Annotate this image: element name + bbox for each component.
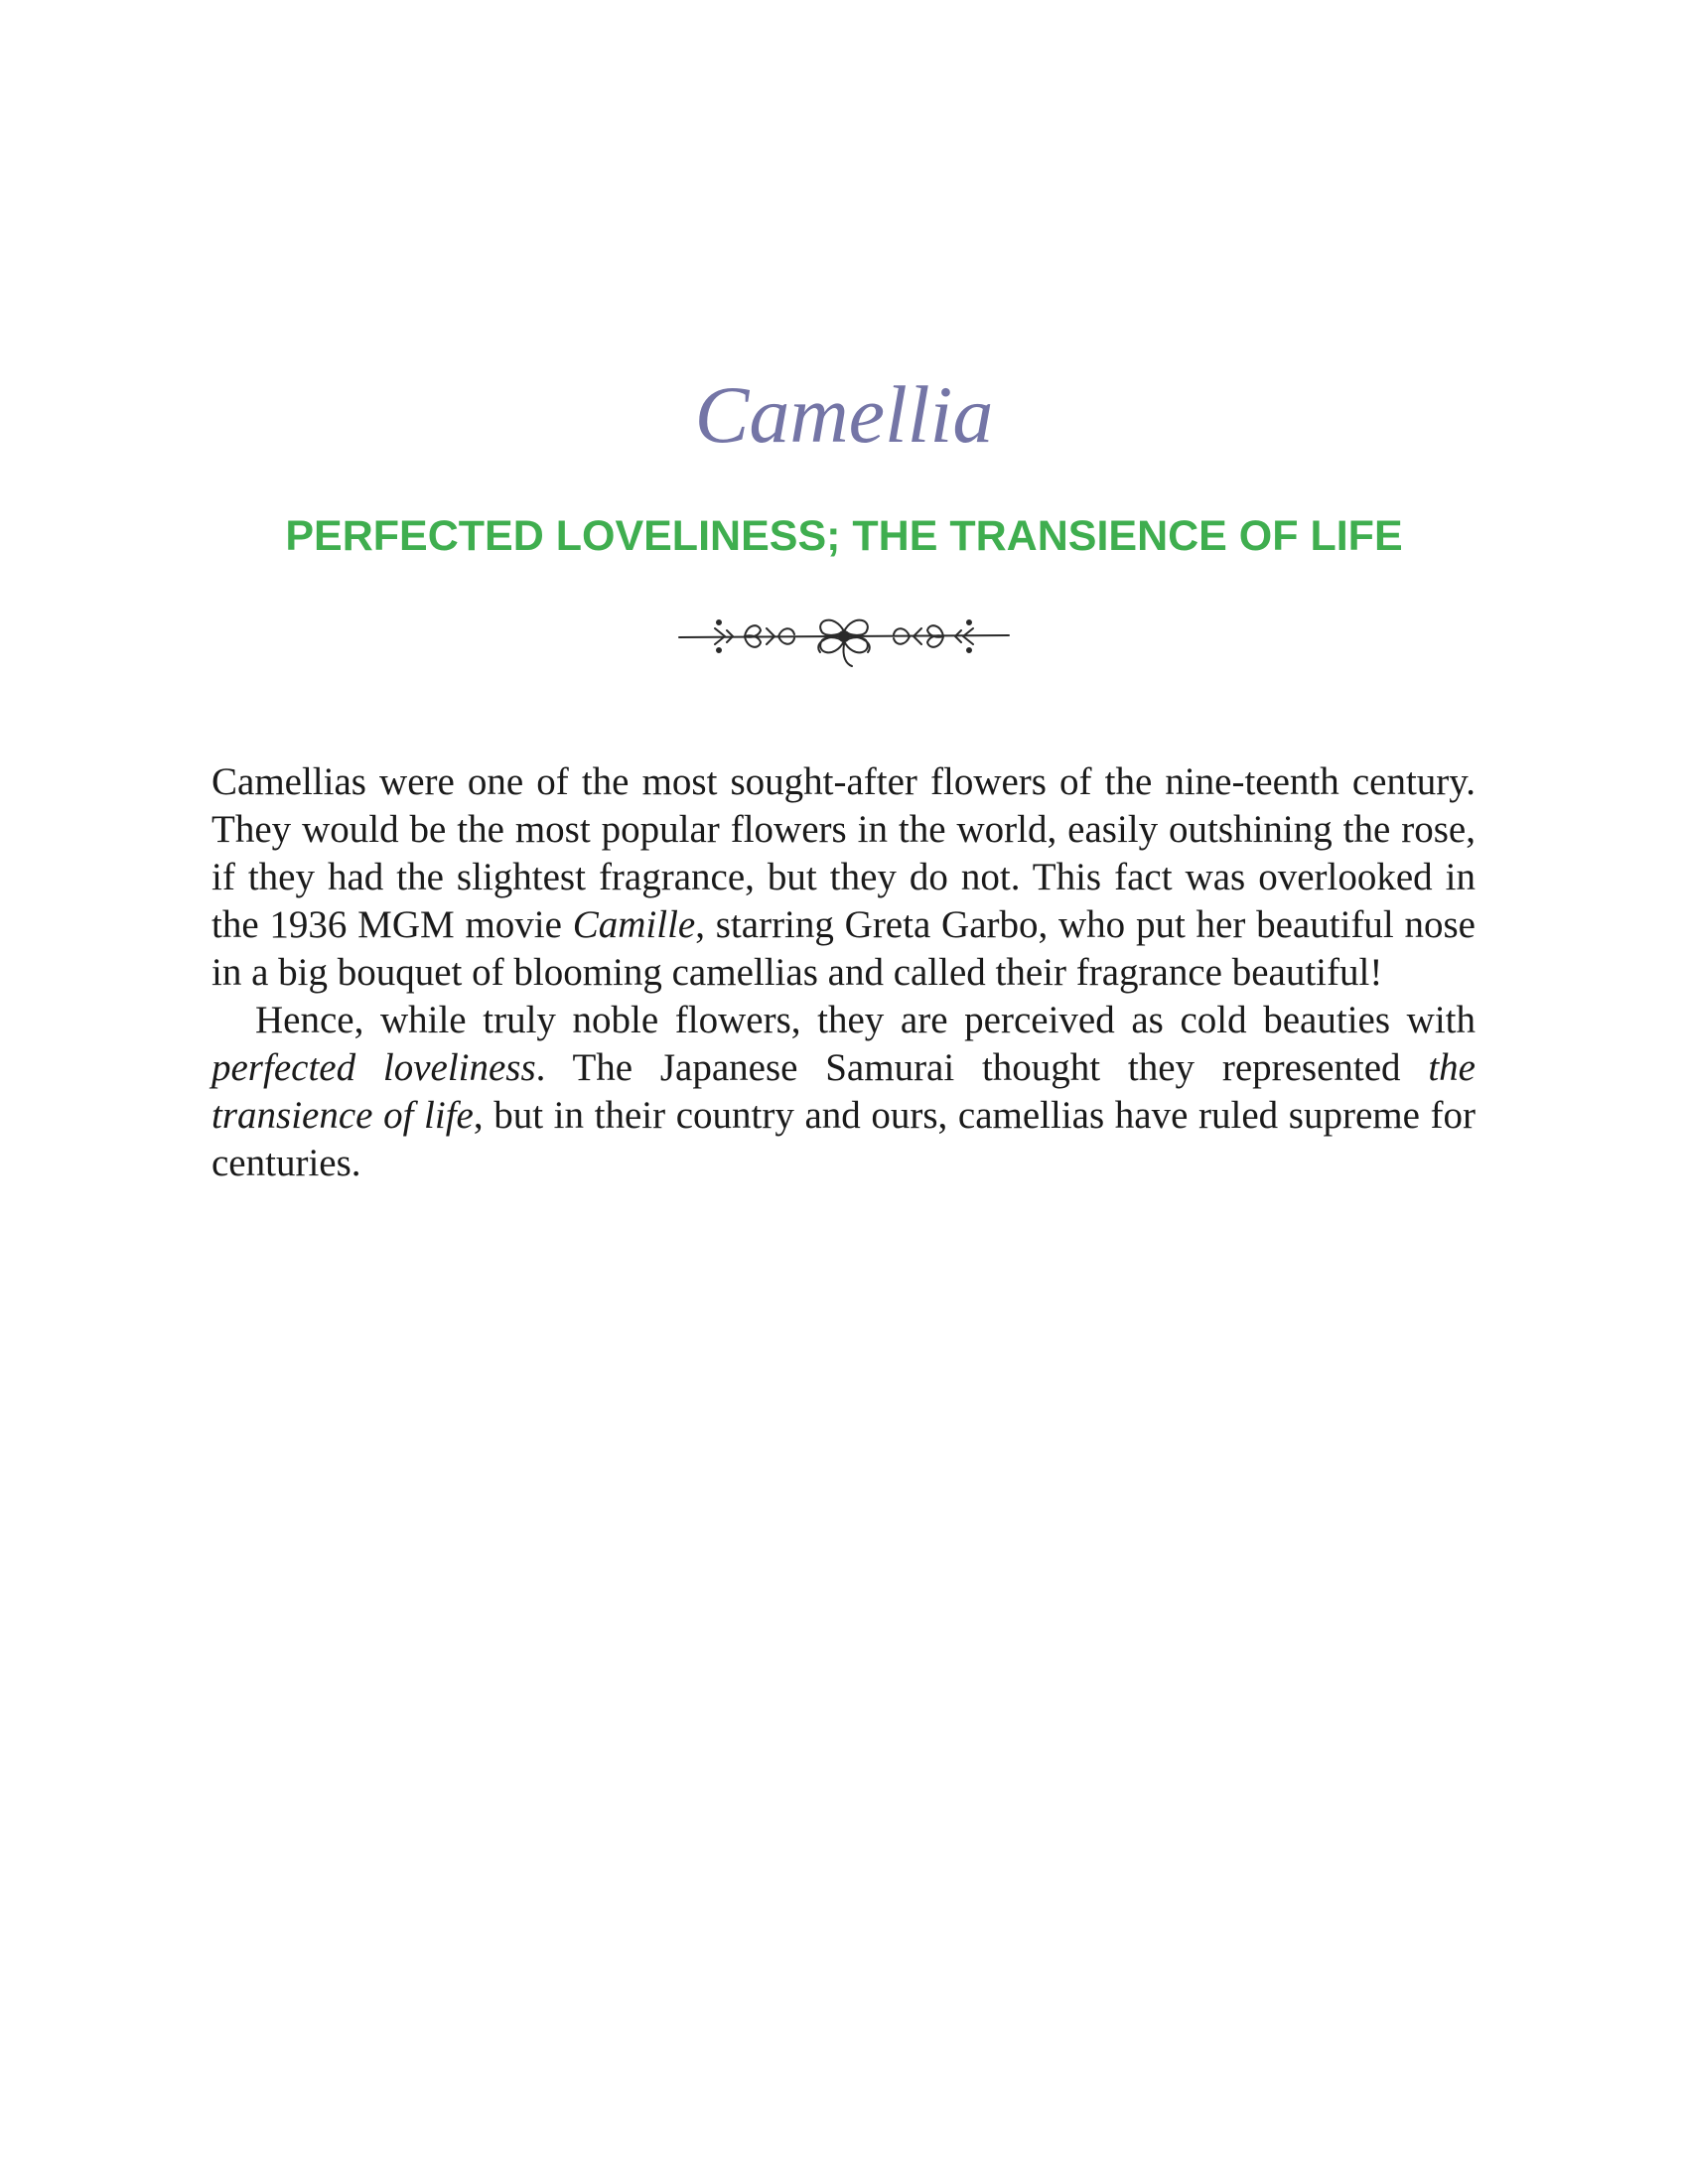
paragraph-1 <box>211 758 1476 997</box>
paragraph-2-text-b: . The Japanese Samurai thought they represented <box>535 1046 1429 1089</box>
floral-divider-icon <box>675 601 1013 670</box>
paragraph-2 <box>211 997 1476 1187</box>
page-title: Camellia <box>694 369 994 460</box>
paragraph-2-italic-perfected-loveliness: perfected loveliness <box>211 1046 536 1089</box>
paragraph-1-text-b: , starring Greta Garbo, who put her beautiful nose in a big bouquet of blooming camellias and called their fragrance beautiful! <box>211 903 1476 994</box>
paragraph-2-text-a: Hence, while truly noble flowers, they are perceived as cold beauties with <box>255 999 1476 1041</box>
body-text <box>211 758 1476 1187</box>
paragraph-1-italic-camille: Camille <box>572 903 696 946</box>
paragraph-1-text-a: Camellias were one of the most sought-after flowers of the nine-teenth century. They would be the most popular flowers in the world, easily outshining the rose, if they had the slightest fragrance, but they do not. This fact was overlooked in the 1936 MGM movie <box>211 760 1476 946</box>
paragraph-2-italic-transience-of-life: the transience of life <box>211 1046 1476 1137</box>
paragraph-2-text-c: , but in their country and ours, camellias have ruled supreme for centuries. <box>211 1094 1476 1184</box>
page-subtitle: PERFECTED LOVELINESS; THE TRANSIENCE OF LIFE <box>285 512 1403 560</box>
